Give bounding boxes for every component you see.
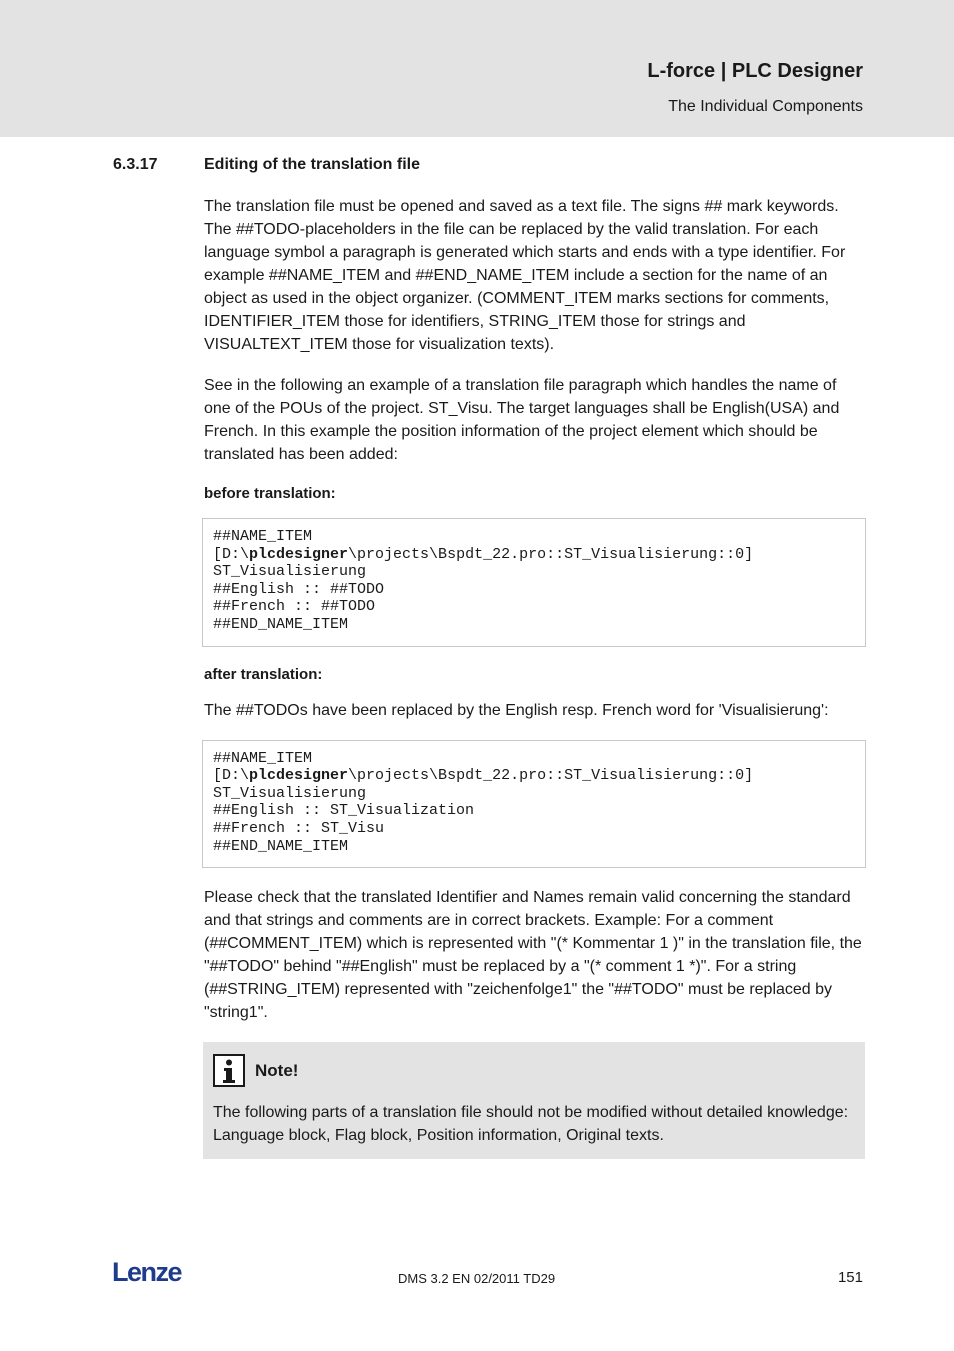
logo-text: Lenze [112,1259,182,1285]
code-path-bold: plcdesigner [249,545,349,563]
note-header [213,1054,855,1087]
todo-replaced-paragraph: The ##TODOs have been replaced by the English resp. French word for 'Visualisierung': [204,701,829,719]
document-title: L-force | PLC Designer [647,60,863,82]
note-text: The following parts of a translation file should not be modified without detailed knowledge: Language block, Flag block, Position information, Original texts. [213,1104,849,1145]
lenze-logo [112,1259,192,1290]
page-number: 151 [837,1269,863,1286]
note-label: Note! [255,1060,299,1080]
code-line: ##English :: ST_Visualization [213,802,475,820]
section-title: Editing of the translation file [204,156,420,173]
code-path-suffix: \projects\Bspdt_22.pro::ST_Visualisierung::0] [348,545,754,563]
example-paragraph: See in the following an example of a translation file paragraph which handles the name of one of the POUs of the project. ST_Visu. The target languages shall be English(USA) and French. In this example the position information of the project element which should be translated has been added: [204,377,840,463]
code-line: ##English :: ##TODO [213,580,385,598]
main-content [204,195,866,1159]
code-line: ##END_NAME_ITEM [213,615,349,633]
note-box [203,1042,865,1159]
code-path-prefix: [D:\ [213,545,250,563]
after-translation-heading: after translation: [204,665,323,683]
code-block-before [202,518,866,647]
before-translation-heading: before translation: [204,485,336,502]
code-line: ##NAME_ITEM [213,528,313,545]
code-line-path [213,546,855,564]
code-line: ##END_NAME_ITEM [213,837,349,855]
code-line: ##French :: ST_Visu [213,819,385,837]
code-line: ST_Visualisierung [213,784,367,802]
code-path-bold: plcdesigner [249,767,349,785]
code-line: ST_Visualisierung [213,563,367,581]
code-line-path [213,767,855,785]
intro-paragraph: The translation file must be opened and saved as a text file. The signs ## mark keywords. The ##TODO-placeholders in the file can be replaced by the valid translation. For each language symbol a paragraph is generated which starts and ends with a type identifier. For example ##NAME_ITEM and ##END_NAME_ITEM include a section for the name of an object as used in the object organizer. (COMMENT_ITEM marks sections for comments, IDENTIFIER_ITEM those for identifiers, STRING_ITEM those for strings and VISUALTEXT_ITEM those for visualization texts). [204,198,846,353]
document-subtitle: The Individual Components [668,98,863,115]
validity-paragraph: Please check that the translated Identifier and Names remain valid concerning the standard and that strings and comments are in correct brackets. Example: For a comment (##COMMENT_ITEM) which is represented with "(* Kommentar 1 )" in the translation file, the "##TODO" behind "##English" must be replaced by a "(* comment 1 *)". For a string (##STRING_ITEM) represented with "zeichenfolge1" the "##TODO" must be replaced by "string1". [204,889,862,1022]
footer-doc-id: DMS 3.2 EN 02/2011 TD29 [398,1271,556,1286]
code-path-prefix: [D:\ [213,767,250,785]
code-path-suffix: \projects\Bspdt_22.pro::ST_Visualisierung::0] [348,767,754,785]
info-icon [213,1054,245,1087]
code-block-after [202,740,866,869]
code-line: ##French :: ##TODO [213,598,376,616]
section-number: 6.3.17 [113,156,158,173]
code-line: ##NAME_ITEM [213,749,313,767]
